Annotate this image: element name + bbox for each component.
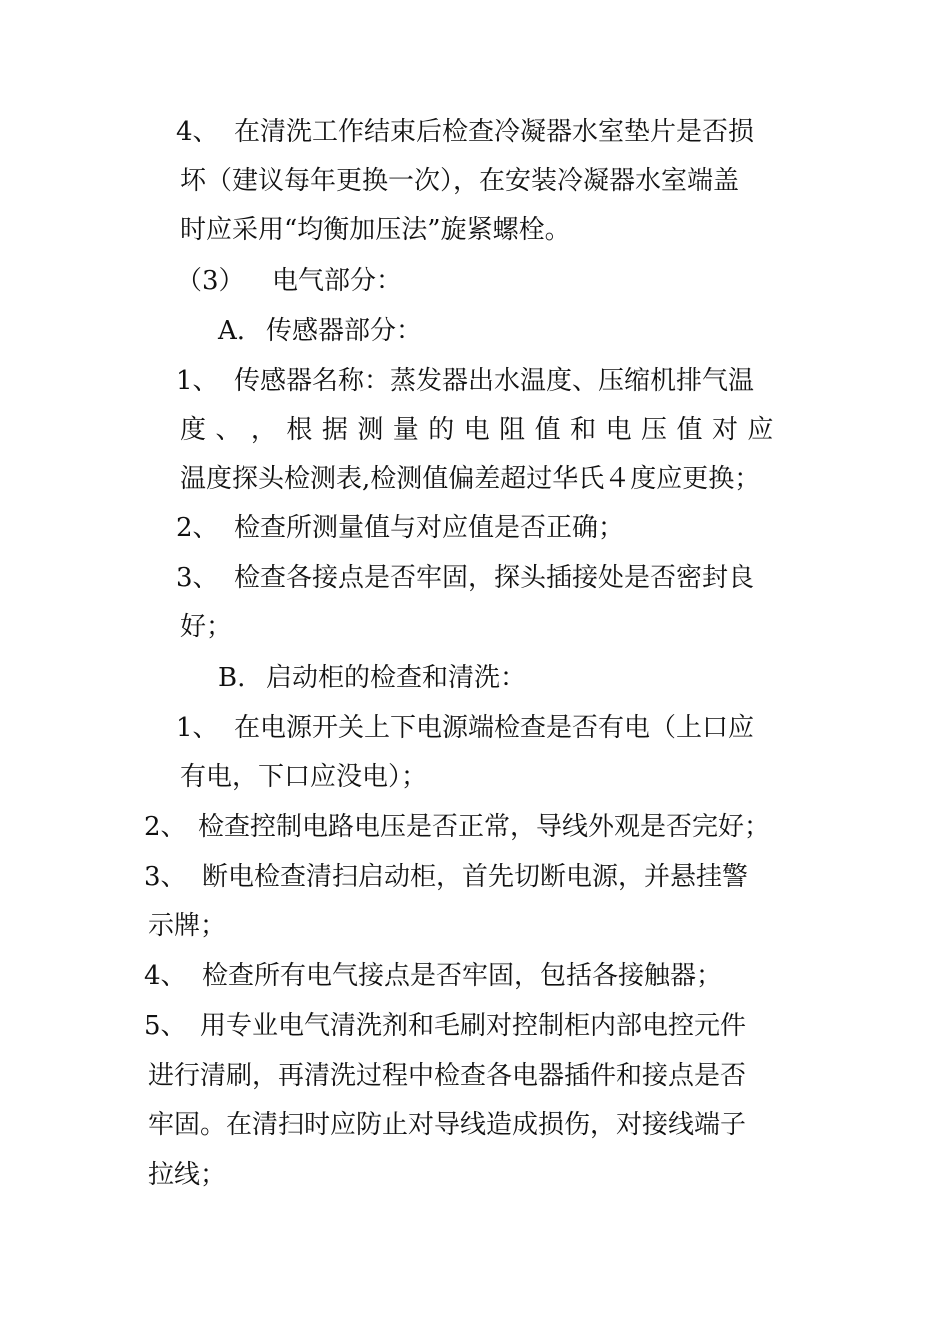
cabinet-item-2	[144, 812, 770, 842]
sensor-item-3-line-2	[180, 612, 232, 642]
paragraph-text: 拉线；	[148, 1160, 227, 1190]
subsection-label: A.	[218, 316, 246, 346]
cabinet-item-5-line-1	[144, 1011, 746, 1041]
subsection-title: 传感器部分：	[266, 316, 423, 346]
paragraph-text: 进行清刷，再清洗过程中检查各电器插件和接点是否	[148, 1061, 747, 1091]
cabinet-item-5-line-2	[148, 1061, 746, 1091]
paragraph-text: 时应采用“均衡加压法”旋紧螺栓。	[180, 215, 571, 245]
item-4-line-3	[180, 215, 571, 245]
paragraph-text: 坏（建议每年更换一次），在安装冷凝器水室端盖	[180, 166, 740, 196]
paragraph-text: 检查控制电路电压是否正常，导线外观是否完好；	[198, 812, 771, 842]
sensor-item-1-line-2	[180, 415, 806, 445]
paragraph-text: 断电检查清扫启动柜，首先切断电源，并悬挂警	[202, 862, 749, 892]
item-number: 2、	[144, 812, 187, 842]
paragraph-text: 好；	[180, 612, 233, 642]
item-number: 1、	[176, 713, 219, 743]
sensor-item-1-line-3	[180, 464, 760, 494]
cabinet-item-3-line-1	[144, 862, 748, 892]
paragraph-text: 传感器名称：蒸发器出水温度、压缩机排气温	[234, 366, 755, 396]
paragraph-text: 在电源开关上下电源端检查是否有电（上口应	[234, 713, 755, 743]
paragraph-text: 示牌；	[148, 911, 227, 941]
section-heading	[176, 266, 402, 296]
paragraph-text: 检查各接点是否牢固，探头插接处是否密封良	[234, 563, 755, 593]
subsection-label: B.	[218, 663, 246, 693]
subsection-a-heading	[218, 316, 422, 346]
sensor-item-3-line-1	[176, 563, 754, 593]
paragraph-text: 度 、 ， 根 据 测 量 的 电 阻 值 和 电 压 值 对 应	[180, 415, 775, 445]
subsection-b-heading	[218, 663, 526, 693]
subsection-title: 启动柜的检查和清洗：	[266, 663, 527, 693]
item-number: 4、	[176, 117, 219, 147]
item-number: 5、	[144, 1011, 187, 1041]
item-number: 2、	[176, 513, 219, 543]
paragraph-text: 牢固。在清扫时应防止对导线造成损伤，对接线端子	[148, 1110, 747, 1140]
item-number: 4、	[144, 961, 187, 991]
item-number: 1、	[176, 366, 219, 396]
paragraph-text: 温度探头检测表,检测值偏差超过华氏４度应更换；	[180, 464, 761, 494]
cabinet-item-4	[144, 961, 722, 991]
paragraph-text: 检查所测量值与对应值是否正确；	[234, 513, 625, 543]
item-4-line-1	[176, 117, 754, 147]
sensor-item-1-line-1	[176, 366, 754, 396]
item-number: 3、	[144, 862, 187, 892]
cabinet-item-3-line-2	[148, 911, 226, 941]
paragraph-text: 用专业电气清洗剂和毛刷对控制柜内部电控元件	[200, 1011, 747, 1041]
cabinet-item-5-line-3	[148, 1110, 746, 1140]
cabinet-item-1-line-1	[176, 713, 754, 743]
paragraph-text: 有电，下口应没电）；	[180, 762, 428, 792]
item-number: 3、	[176, 563, 219, 593]
cabinet-item-5-line-4	[148, 1160, 226, 1190]
section-title: 电气部分：	[272, 266, 403, 296]
paragraph-text: 检查所有电气接点是否牢固，包括各接触器；	[202, 961, 723, 991]
paragraph-text: 在清洗工作结束后检查冷凝器水室垫片是否损	[234, 117, 755, 147]
item-4-line-2	[180, 166, 739, 196]
sensor-item-2	[176, 513, 624, 543]
cabinet-item-1-line-2	[180, 762, 427, 792]
section-number: （3）	[176, 266, 245, 296]
